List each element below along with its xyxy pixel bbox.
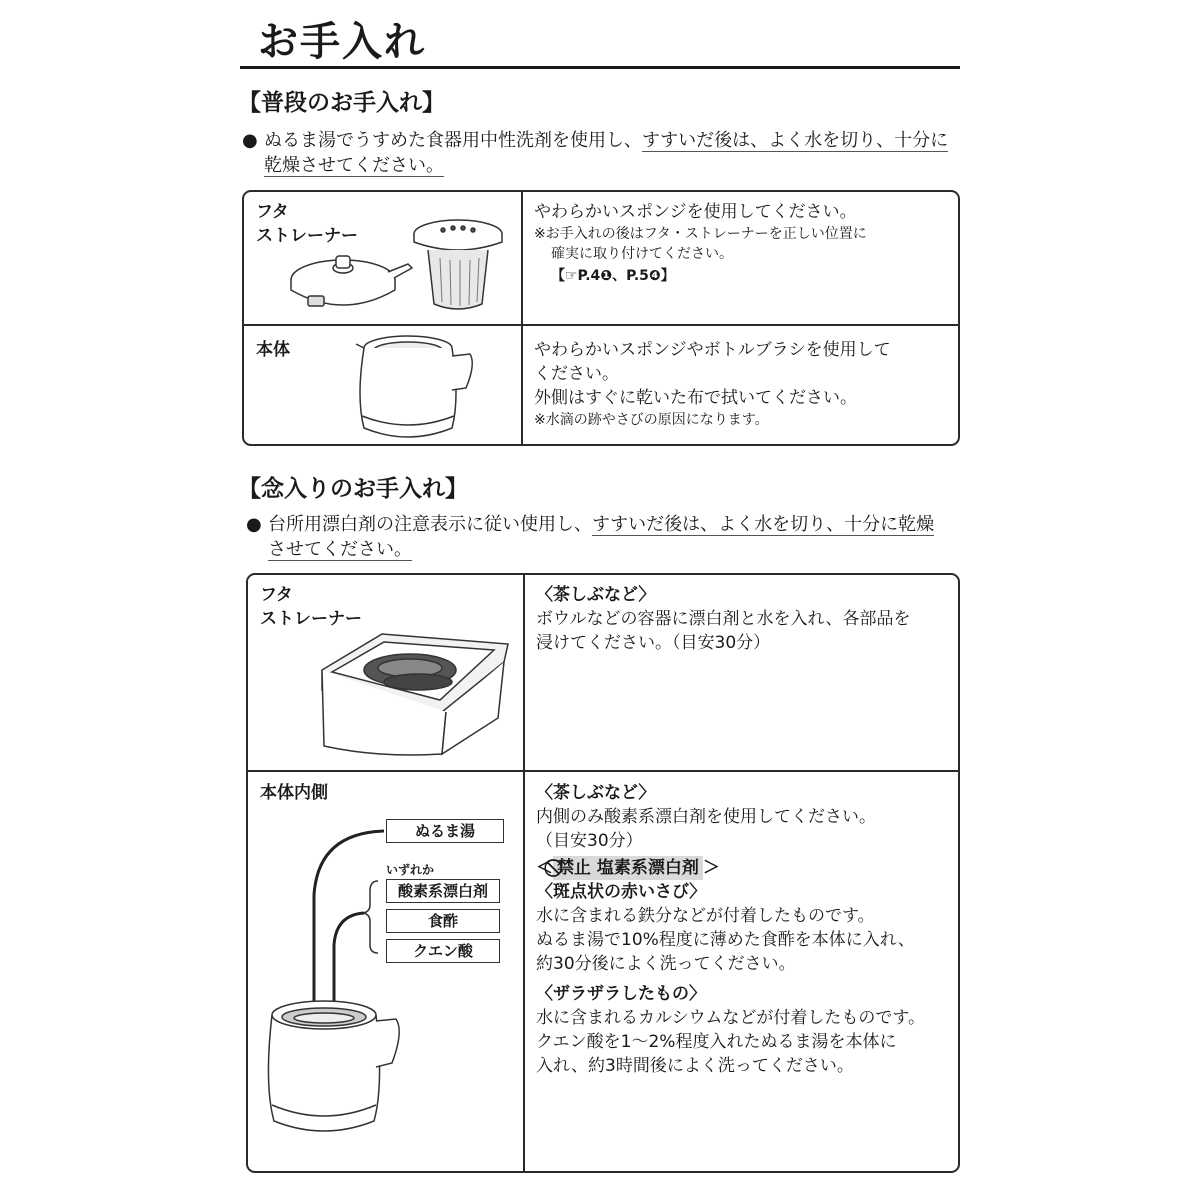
- text-line: 水に含まれる鉄分などが付着したものです。: [536, 906, 875, 926]
- either-label: いずれか: [386, 863, 435, 877]
- title-rule: [240, 66, 960, 69]
- note-line: ※お手入れの後はフタ・ストレーナーを正しい位置に: [534, 226, 867, 242]
- intro-deep: [246, 512, 966, 562]
- subheading: 〈ザラザラしたもの〉: [536, 984, 706, 1004]
- text-line: やわらかいスポンジやボトルブラシを使用して: [534, 340, 891, 360]
- column-divider: [521, 192, 523, 444]
- label-lid: フタ: [260, 585, 293, 605]
- row-divider: [248, 770, 958, 772]
- tub-icon: [322, 634, 508, 755]
- page-title: お手入れ: [258, 19, 426, 65]
- vinegar-label: 食酢: [386, 909, 500, 933]
- intro-text-plain: ぬるま湯でうすめた食器用中性洗剤を使用し、: [264, 130, 642, 151]
- text-line: 入れ、約3時間後によく洗ってください。: [536, 1056, 854, 1076]
- note-line: 確実に取り付けてください。: [551, 246, 733, 262]
- text-line: 水に含まれるカルシウムなどが付着したものです。: [536, 1008, 926, 1028]
- prohibit-open: ＜: [536, 858, 553, 878]
- bullet: ●: [242, 130, 258, 151]
- oxygen-bleach-label: 酸素系漂白剤: [386, 879, 500, 903]
- section-heading-daily: 【普段のお手入れ】: [238, 90, 445, 116]
- text-line: ぬるま湯で10%程度に薄めた食酢を本体に入れ、: [536, 930, 915, 950]
- text-line: 浸けてください。（目安30分）: [536, 633, 771, 653]
- subheading: 〈茶しぶなど〉: [536, 585, 656, 605]
- page-reference: 【☞P.4❶、P.5❹】: [551, 268, 675, 284]
- intro-text-underlined-1: すすいだ後は、よく水を切り、十分に乾燥: [592, 514, 935, 535]
- row-label-lid-strainer: [260, 583, 362, 631]
- text-line: やわらかいスポンジを使用してください。: [534, 202, 857, 222]
- text-line: クエン酸を1～2%程度入れたぬるま湯を本体に: [536, 1032, 897, 1052]
- subheading: 〈茶しぶなど〉: [536, 783, 656, 803]
- row-label-body: 本体: [256, 340, 290, 360]
- strainer-icon: [414, 220, 502, 309]
- label-strainer: ストレーナー: [260, 609, 362, 629]
- body-inside-diagram: [248, 785, 518, 1165]
- prohibit-close: ＞: [702, 858, 720, 878]
- table-daily-care: [242, 190, 960, 446]
- section-heading-deep: 【念入りのお手入れ】: [238, 476, 468, 502]
- warm-water-label: ぬるま湯: [386, 819, 504, 843]
- table-deep-care: [246, 573, 960, 1173]
- text-line: ボウルなどの容器に漂白剤と水を入れ、各部品を: [536, 609, 911, 629]
- lid-strainer-illustration: [248, 192, 518, 322]
- intro-text-underlined-1: すすいだ後は、よく水を切り、十分に: [642, 130, 949, 151]
- row-text-lid-strainer: [536, 583, 956, 655]
- label-strainer: ストレーナー: [256, 226, 358, 246]
- subheading: 〈斑点状の赤いさび〉: [536, 882, 707, 902]
- lid-icon: [291, 256, 412, 306]
- intro-text-underlined-2: 乾燥させてください。: [264, 155, 444, 176]
- row-text-lid-strainer: [534, 200, 954, 288]
- row-text-body-inside: [536, 781, 958, 1078]
- bullet: ●: [246, 514, 262, 535]
- prohibit-text: 塩素系漂白剤: [596, 858, 699, 878]
- text-line: 内側のみ酸素系漂白剤を使用してください。: [536, 807, 876, 827]
- pot-icon: [268, 1001, 399, 1131]
- prohibition-badge: [553, 856, 703, 880]
- options-bracket: [364, 881, 378, 953]
- water-arrow: [314, 831, 384, 1021]
- row-label-body-inside: 本体内側: [260, 783, 328, 803]
- body-illustration: [348, 328, 488, 448]
- pot-icon: [356, 336, 472, 437]
- text-line: ください。: [534, 364, 619, 384]
- prohibition-line: [536, 856, 958, 880]
- note-line: ※水滴の跡やさびの原因になります。: [534, 412, 769, 428]
- column-divider: [523, 575, 525, 1171]
- text-line: （目安30分）: [536, 831, 643, 851]
- prohibit-label: 禁止: [557, 858, 591, 878]
- label-lid: フタ: [256, 202, 289, 222]
- citric-acid-label: クエン酸: [386, 939, 500, 963]
- intro-text-plain: 台所用漂白剤の注意表示に従い使用し、: [268, 514, 592, 535]
- text-line: 約30分後によく洗ってください。: [536, 954, 796, 974]
- row-text-body: [534, 338, 954, 430]
- soaking-tub-illustration: [318, 630, 518, 760]
- intro-text-underlined-2: させてください。: [268, 539, 412, 560]
- text-line: 外側はすぐに乾いた布で拭いてください。: [534, 388, 857, 408]
- intro-daily: [242, 128, 962, 178]
- row-divider: [244, 324, 958, 326]
